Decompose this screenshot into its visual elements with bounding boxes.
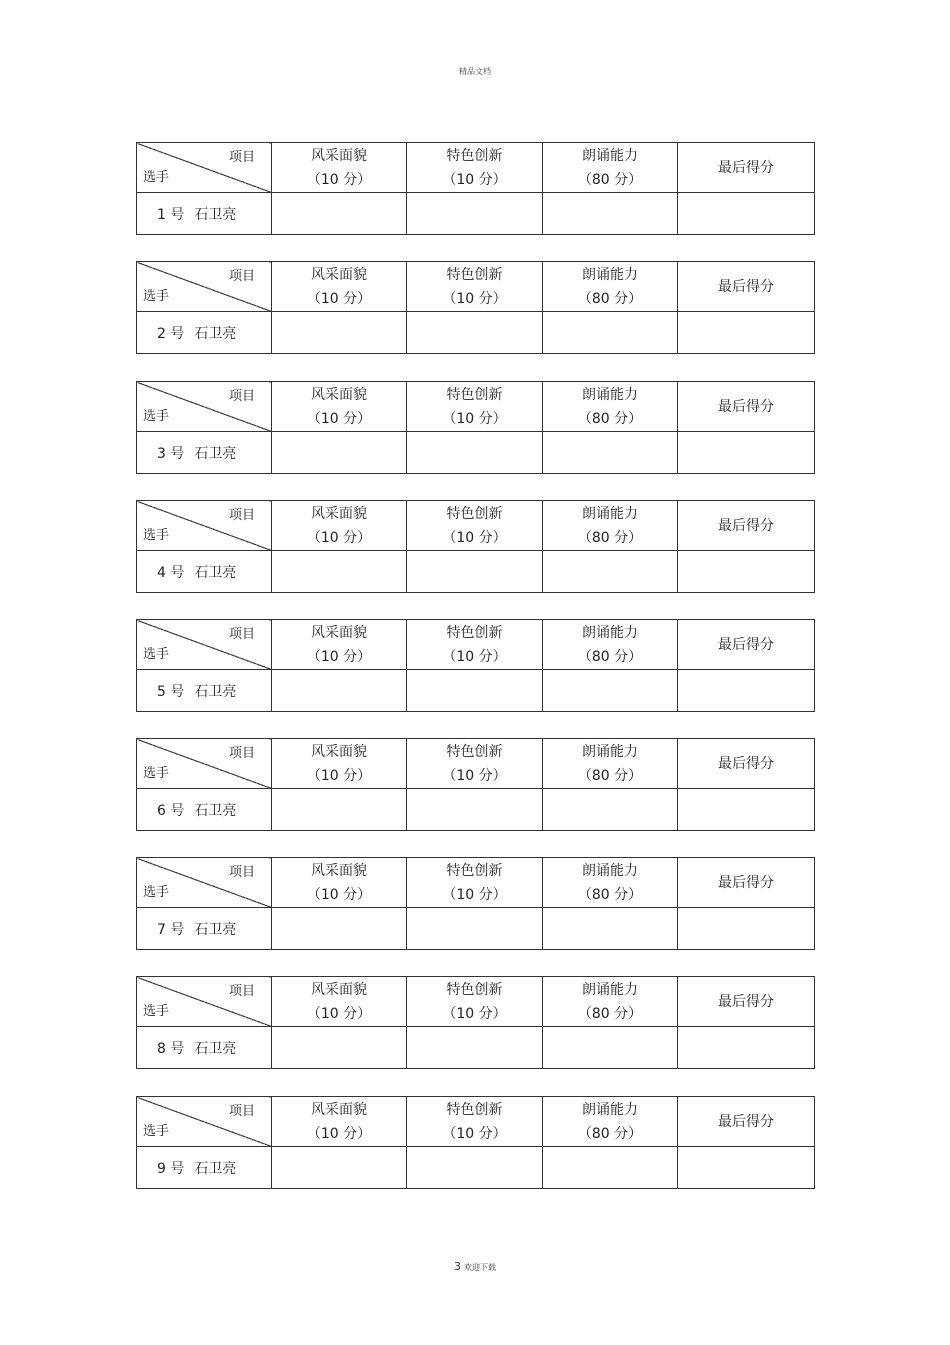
column-header-title: 最后得分 bbox=[718, 993, 774, 1010]
column-header-title: 朗诵能力 bbox=[582, 624, 638, 641]
score-cell[interactable] bbox=[543, 1147, 678, 1189]
column-header-points: （10 分） bbox=[442, 1125, 507, 1142]
column-header bbox=[678, 262, 815, 312]
player-row bbox=[137, 789, 815, 831]
column-header-title: 风采面貌 bbox=[311, 743, 367, 760]
column-header bbox=[272, 501, 407, 551]
table-header-row bbox=[137, 143, 815, 193]
player-number: 9 号 bbox=[157, 1160, 185, 1177]
column-header-title: 风采面貌 bbox=[311, 981, 367, 998]
player-cell bbox=[137, 1027, 272, 1069]
column-header-points: （10 分） bbox=[442, 886, 507, 903]
column-header-title: 朗诵能力 bbox=[582, 981, 638, 998]
score-cell[interactable] bbox=[407, 789, 543, 831]
column-header-title: 最后得分 bbox=[718, 278, 774, 295]
score-cell[interactable] bbox=[543, 670, 678, 712]
column-header-title: 特色创新 bbox=[446, 862, 503, 879]
column-header-title: 朗诵能力 bbox=[582, 147, 638, 164]
column-header-title: 朗诵能力 bbox=[582, 386, 638, 403]
score-cell[interactable] bbox=[543, 312, 678, 354]
column-header-title: 风采面貌 bbox=[311, 505, 367, 522]
player-label: 选手 bbox=[143, 528, 170, 543]
item-label: 项目 bbox=[228, 984, 255, 999]
column-header bbox=[678, 739, 815, 789]
score-cell[interactable] bbox=[272, 789, 407, 831]
diagonal-header-cell bbox=[137, 620, 272, 670]
column-header bbox=[543, 620, 678, 670]
page-footer bbox=[0, 1260, 950, 1273]
column-header-points: （10 分） bbox=[306, 529, 372, 546]
player-name: 石卫亮 bbox=[194, 445, 237, 462]
player-cell bbox=[137, 312, 272, 354]
column-header-points: （10 分） bbox=[306, 767, 372, 784]
player-row bbox=[137, 908, 815, 950]
score-cell[interactable] bbox=[543, 908, 678, 950]
player-label: 选手 bbox=[143, 647, 170, 662]
column-header bbox=[272, 620, 407, 670]
player-name: 石卫亮 bbox=[194, 683, 237, 700]
player-cell bbox=[137, 432, 272, 474]
score-table bbox=[136, 976, 815, 1069]
column-header bbox=[678, 382, 815, 432]
column-header-points: （80 分） bbox=[577, 1125, 643, 1142]
column-header bbox=[272, 1097, 407, 1147]
column-header-title: 朗诵能力 bbox=[582, 862, 638, 879]
final-score-cell[interactable] bbox=[678, 193, 815, 235]
score-cell[interactable] bbox=[543, 432, 678, 474]
column-header bbox=[272, 977, 407, 1027]
item-label: 项目 bbox=[228, 269, 255, 284]
item-label: 项目 bbox=[228, 746, 255, 761]
diagonal-header-cell bbox=[137, 977, 272, 1027]
player-number: 3 号 bbox=[157, 445, 185, 462]
player-label: 选手 bbox=[143, 885, 170, 900]
score-cell[interactable] bbox=[407, 1027, 543, 1069]
column-header-points: （80 分） bbox=[577, 767, 643, 784]
diagonal-header-cell bbox=[137, 858, 272, 908]
score-table bbox=[136, 619, 815, 712]
column-header bbox=[543, 977, 678, 1027]
player-row bbox=[137, 551, 815, 593]
column-header-points: （10 分） bbox=[306, 1125, 372, 1142]
item-label: 项目 bbox=[228, 627, 255, 642]
final-score-cell[interactable] bbox=[678, 789, 815, 831]
player-name: 石卫亮 bbox=[194, 325, 237, 342]
column-header bbox=[678, 620, 815, 670]
table-header-row bbox=[137, 620, 815, 670]
page-header bbox=[0, 66, 950, 77]
player-number: 5 号 bbox=[157, 683, 185, 700]
column-header-title: 风采面貌 bbox=[311, 147, 367, 164]
column-header-points: （10 分） bbox=[442, 648, 507, 665]
column-header bbox=[543, 739, 678, 789]
column-header-title: 朗诵能力 bbox=[582, 505, 638, 522]
item-label: 项目 bbox=[228, 389, 255, 404]
score-cell[interactable] bbox=[407, 551, 543, 593]
column-header bbox=[543, 1097, 678, 1147]
column-header bbox=[272, 858, 407, 908]
column-header-title: 最后得分 bbox=[718, 398, 774, 415]
column-header-points: （10 分） bbox=[306, 1005, 372, 1022]
column-header-title: 特色创新 bbox=[446, 743, 503, 760]
score-cell[interactable] bbox=[272, 432, 407, 474]
column-header-points: （10 分） bbox=[442, 1005, 507, 1022]
column-header-points: （10 分） bbox=[442, 410, 507, 427]
footer-text: 欢迎下载 bbox=[464, 1263, 496, 1272]
score-cell[interactable] bbox=[407, 670, 543, 712]
column-header-points: （10 分） bbox=[306, 648, 372, 665]
column-header bbox=[407, 382, 543, 432]
column-header-title: 特色创新 bbox=[446, 147, 503, 164]
column-header bbox=[272, 262, 407, 312]
column-header bbox=[543, 262, 678, 312]
column-header-points: （10 分） bbox=[442, 290, 507, 307]
column-header bbox=[407, 501, 543, 551]
diagonal-header-cell bbox=[137, 262, 272, 312]
final-score-cell[interactable] bbox=[678, 670, 815, 712]
player-cell bbox=[137, 193, 272, 235]
column-header bbox=[678, 143, 815, 193]
item-label: 项目 bbox=[228, 150, 255, 165]
diagonal-header-cell bbox=[137, 382, 272, 432]
final-score-cell[interactable] bbox=[678, 432, 815, 474]
score-cell[interactable] bbox=[543, 789, 678, 831]
player-cell bbox=[137, 551, 272, 593]
column-header bbox=[272, 382, 407, 432]
column-header bbox=[272, 739, 407, 789]
table-header-row bbox=[137, 739, 815, 789]
player-label: 选手 bbox=[143, 170, 170, 185]
score-cell[interactable] bbox=[272, 312, 407, 354]
diagonal-header-cell bbox=[137, 739, 272, 789]
column-header-title: 特色创新 bbox=[446, 386, 503, 403]
player-number: 4 号 bbox=[157, 564, 185, 581]
final-score-cell[interactable] bbox=[678, 1147, 815, 1189]
score-table bbox=[136, 142, 815, 235]
player-row bbox=[137, 1027, 815, 1069]
score-cell[interactable] bbox=[407, 908, 543, 950]
score-table bbox=[136, 500, 815, 593]
score-cell[interactable] bbox=[407, 193, 543, 235]
column-header-points: （10 分） bbox=[442, 529, 507, 546]
column-header bbox=[543, 143, 678, 193]
score-cell[interactable] bbox=[272, 193, 407, 235]
column-header-title: 最后得分 bbox=[718, 874, 774, 891]
player-cell bbox=[137, 670, 272, 712]
table-header-row bbox=[137, 501, 815, 551]
column-header-points: （10 分） bbox=[442, 767, 507, 784]
table-header-row bbox=[137, 858, 815, 908]
item-label: 项目 bbox=[228, 1104, 255, 1119]
column-header-points: （10 分） bbox=[306, 290, 372, 307]
player-label: 选手 bbox=[143, 409, 170, 424]
column-header bbox=[678, 1097, 815, 1147]
column-header bbox=[407, 143, 543, 193]
column-header-points: （80 分） bbox=[577, 290, 643, 307]
player-row bbox=[137, 1147, 815, 1189]
column-header-title: 特色创新 bbox=[446, 981, 503, 998]
score-cell[interactable] bbox=[272, 908, 407, 950]
player-name: 石卫亮 bbox=[194, 206, 237, 223]
column-header bbox=[407, 262, 543, 312]
player-row bbox=[137, 312, 815, 354]
column-header-points: （10 分） bbox=[442, 171, 507, 188]
column-header-points: （80 分） bbox=[577, 648, 643, 665]
score-cell[interactable] bbox=[543, 551, 678, 593]
player-label: 选手 bbox=[143, 766, 170, 781]
score-cell[interactable] bbox=[407, 312, 543, 354]
column-header-title: 朗诵能力 bbox=[582, 266, 638, 283]
score-table bbox=[136, 857, 815, 950]
score-cell[interactable] bbox=[543, 193, 678, 235]
header-text: 精品文档 bbox=[459, 67, 491, 76]
score-table bbox=[136, 738, 815, 831]
player-cell bbox=[137, 1147, 272, 1189]
score-cell[interactable] bbox=[543, 1027, 678, 1069]
score-cell[interactable] bbox=[272, 1147, 407, 1189]
column-header bbox=[407, 977, 543, 1027]
column-header-title: 风采面貌 bbox=[311, 624, 367, 641]
score-cell[interactable] bbox=[407, 1147, 543, 1189]
player-row bbox=[137, 193, 815, 235]
score-cell[interactable] bbox=[272, 670, 407, 712]
column-header-title: 最后得分 bbox=[718, 1113, 774, 1130]
diagonal-header-cell bbox=[137, 143, 272, 193]
player-label: 选手 bbox=[143, 289, 170, 304]
column-header-title: 风采面貌 bbox=[311, 1101, 367, 1118]
column-header-title: 最后得分 bbox=[718, 159, 774, 176]
column-header-title: 风采面貌 bbox=[311, 386, 367, 403]
column-header-title: 最后得分 bbox=[718, 636, 774, 653]
column-header bbox=[543, 501, 678, 551]
table-header-row bbox=[137, 382, 815, 432]
table-header-row bbox=[137, 262, 815, 312]
diagonal-header-cell bbox=[137, 501, 272, 551]
player-name: 石卫亮 bbox=[194, 1160, 237, 1177]
column-header-title: 最后得分 bbox=[718, 517, 774, 534]
score-table bbox=[136, 261, 815, 354]
column-header-title: 特色创新 bbox=[446, 266, 503, 283]
final-score-cell[interactable] bbox=[678, 1027, 815, 1069]
column-header bbox=[407, 858, 543, 908]
player-cell bbox=[137, 908, 272, 950]
column-header-points: （10 分） bbox=[306, 886, 372, 903]
column-header-title: 朗诵能力 bbox=[582, 743, 638, 760]
column-header bbox=[407, 1097, 543, 1147]
player-number: 7 号 bbox=[157, 921, 185, 938]
score-table bbox=[136, 1096, 815, 1189]
column-header-points: （10 分） bbox=[306, 410, 372, 427]
column-header-title: 风采面貌 bbox=[311, 266, 367, 283]
column-header bbox=[407, 620, 543, 670]
final-score-cell[interactable] bbox=[678, 908, 815, 950]
column-header-points: （80 分） bbox=[577, 410, 643, 427]
column-header-title: 最后得分 bbox=[718, 755, 774, 772]
column-header-title: 特色创新 bbox=[446, 624, 503, 641]
column-header bbox=[678, 501, 815, 551]
column-header-points: （80 分） bbox=[577, 886, 643, 903]
column-header bbox=[678, 977, 815, 1027]
column-header-title: 风采面貌 bbox=[311, 862, 367, 879]
column-header bbox=[543, 858, 678, 908]
column-header bbox=[407, 739, 543, 789]
player-number: 8 号 bbox=[157, 1040, 185, 1057]
table-header-row bbox=[137, 977, 815, 1027]
column-header-points: （80 分） bbox=[577, 529, 643, 546]
column-header-points: （80 分） bbox=[577, 171, 643, 188]
score-cell[interactable] bbox=[272, 551, 407, 593]
player-name: 石卫亮 bbox=[194, 802, 237, 819]
column-header bbox=[678, 858, 815, 908]
player-cell bbox=[137, 789, 272, 831]
player-label: 选手 bbox=[143, 1124, 170, 1139]
column-header-points: （10 分） bbox=[306, 171, 372, 188]
score-table bbox=[136, 381, 815, 474]
column-header-title: 特色创新 bbox=[446, 505, 503, 522]
player-name: 石卫亮 bbox=[194, 564, 237, 581]
final-score-cell[interactable] bbox=[678, 551, 815, 593]
column-header-title: 朗诵能力 bbox=[582, 1101, 638, 1118]
final-score-cell[interactable] bbox=[678, 312, 815, 354]
player-number: 2 号 bbox=[157, 325, 185, 342]
column-header bbox=[543, 382, 678, 432]
player-name: 石卫亮 bbox=[194, 1040, 237, 1057]
column-header bbox=[272, 143, 407, 193]
score-cell[interactable] bbox=[272, 1027, 407, 1069]
player-label: 选手 bbox=[143, 1004, 170, 1019]
player-row bbox=[137, 670, 815, 712]
column-header-points: （80 分） bbox=[577, 1005, 643, 1022]
item-label: 项目 bbox=[228, 865, 255, 880]
player-number: 1 号 bbox=[157, 206, 185, 223]
score-cell[interactable] bbox=[407, 432, 543, 474]
player-row bbox=[137, 432, 815, 474]
table-header-row bbox=[137, 1097, 815, 1147]
diagonal-header-cell bbox=[137, 1097, 272, 1147]
player-name: 石卫亮 bbox=[194, 921, 237, 938]
page-number: 3 bbox=[454, 1260, 461, 1273]
column-header-title: 特色创新 bbox=[446, 1101, 503, 1118]
item-label: 项目 bbox=[228, 508, 255, 523]
player-number: 6 号 bbox=[157, 802, 185, 819]
